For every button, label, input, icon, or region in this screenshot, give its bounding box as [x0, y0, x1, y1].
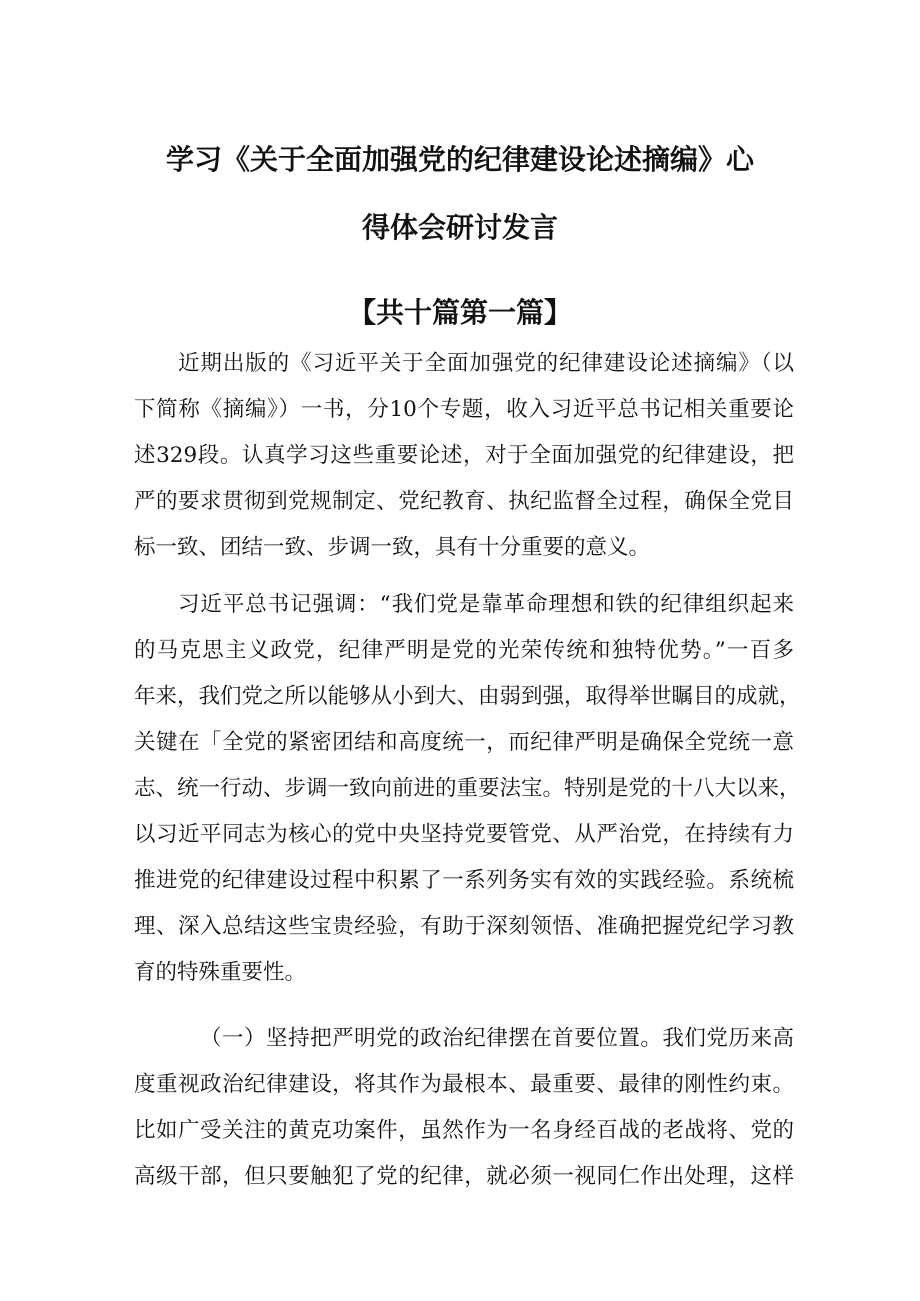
- paragraph-line: 高级干部，但只要触犯了党的纪律，就必须一视同仁作出处理，这样: [134, 1164, 794, 1189]
- paragraph-line: 关键在「全党的紧密团结和高度统一，而纪律严明是确保全党统一意: [134, 730, 794, 755]
- paragraph-line: 志、统一行动、步调一致向前进的重要法宝。特别是党的十八大以来，: [134, 776, 801, 801]
- paragraph-line: 推进党的纪律建设过程中积累了一系列务实有效的实践经验。系统梳: [134, 868, 794, 893]
- paragraph-line: 理、深入总结这些宝贵经验，有助于深刻领悟、准确把握党纪学习教: [134, 914, 794, 939]
- paragraph-line: 育的特殊重要性。: [134, 960, 307, 985]
- paragraph-line: （一）坚持把严明党的政治纪律摆在首要位置。我们党历来高: [200, 1026, 794, 1051]
- paragraph-line: 比如广受关注的黄克功案件，虽然作为一名身经百战的老战将、党的: [134, 1118, 794, 1143]
- paragraph-line: 近期出版的《习近平关于全面加强党的纪律建设论述摘编》（以: [178, 351, 794, 376]
- paragraph-line: 严的要求贯彻到党规制定、党纪教育、执纪监督全过程，确保全党目: [134, 489, 794, 514]
- document-subtitle: 【共十篇第一篇】: [347, 296, 572, 329]
- paragraph-line: 习近平总书记强调：“我们党是靠革命理想和铁的纪律组织起来: [178, 592, 794, 617]
- paragraph-line: 年来，我们党之所以能够从小到大、由弱到强，取得举世瞩目的成就，: [134, 684, 801, 709]
- paragraph-line: 下简称《摘编》）一书，分10个专题，收入习近平总书记相关重要论: [134, 397, 794, 422]
- document-title-line-1: 学习《关于全面加强党的纪律建设论述摘编》心: [165, 143, 754, 176]
- document-title-line-2: 得体会研讨发言: [361, 211, 558, 244]
- paragraph-line: 的马克思主义政党，纪律严明是党的光荣传统和独特优势。”一百多: [134, 638, 794, 663]
- paragraph-line: 述329段。认真学习这些重要论述，对于全面加强党的纪律建设，把: [134, 443, 794, 468]
- paragraph-line: 以习近平同志为核心的党中央坚持党要管党、从严治党，在持续有力: [134, 822, 794, 847]
- paragraph-line: 标一致、团结一致、步调一致，具有十分重要的意义。: [134, 535, 651, 560]
- paragraph-line: 度重视政治纪律建设，将其作为最根本、最重要、最律的刚性约束。: [134, 1072, 794, 1097]
